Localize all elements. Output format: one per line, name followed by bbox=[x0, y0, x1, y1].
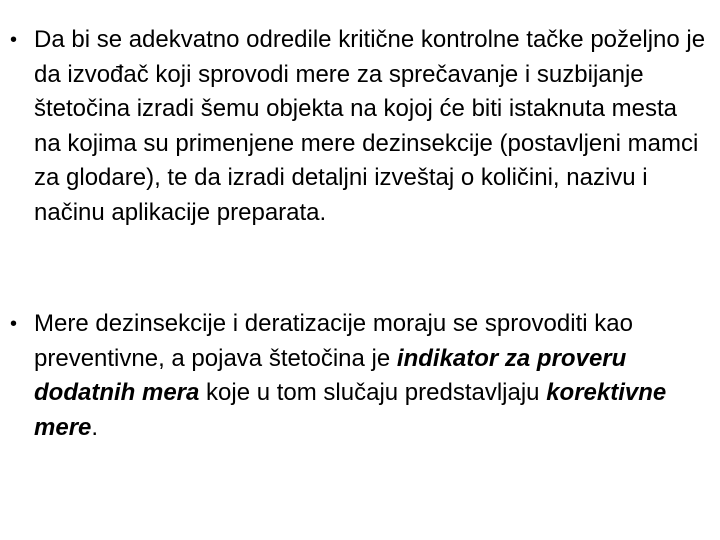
bullet-2-emphasis-corrective: korektivne mere bbox=[34, 379, 667, 441]
bullet-item-1 bbox=[10, 23, 710, 230]
bullet-item-2 bbox=[10, 307, 710, 445]
bullet-text-1: Da bi se adekvatno odredile kritične kontrolne tačke poželjno je da izvođač koji sprovodi mere za sprečavanje i suzbijanje štetočina izradi šemu objekta na kojoj će biti istaknuta mesta na kojima su primenjene mere dezinsekcije (postavljeni mamci za glodare), te da izradi detaljni izveštaj o količini, nazivu i načinu aplikacije preparata. bbox=[34, 26, 706, 226]
bullet-2-emphasis-indicator: indikator za proveru dodatnih mera bbox=[34, 344, 627, 406]
bullet-icon: • bbox=[10, 29, 18, 51]
bullet-text-2 bbox=[34, 307, 710, 445]
bullet-icon: • bbox=[10, 313, 18, 335]
bullet-2-text-middle: koje u tom slučaju predstavljaju bbox=[199, 379, 547, 406]
bullet-2-text-before: Mere dezinsekcije i deratizacije moraju se sprovoditi kao preventivne, a pojava štetočina je bbox=[34, 310, 633, 372]
bullet-2-text-after: . bbox=[91, 413, 99, 441]
